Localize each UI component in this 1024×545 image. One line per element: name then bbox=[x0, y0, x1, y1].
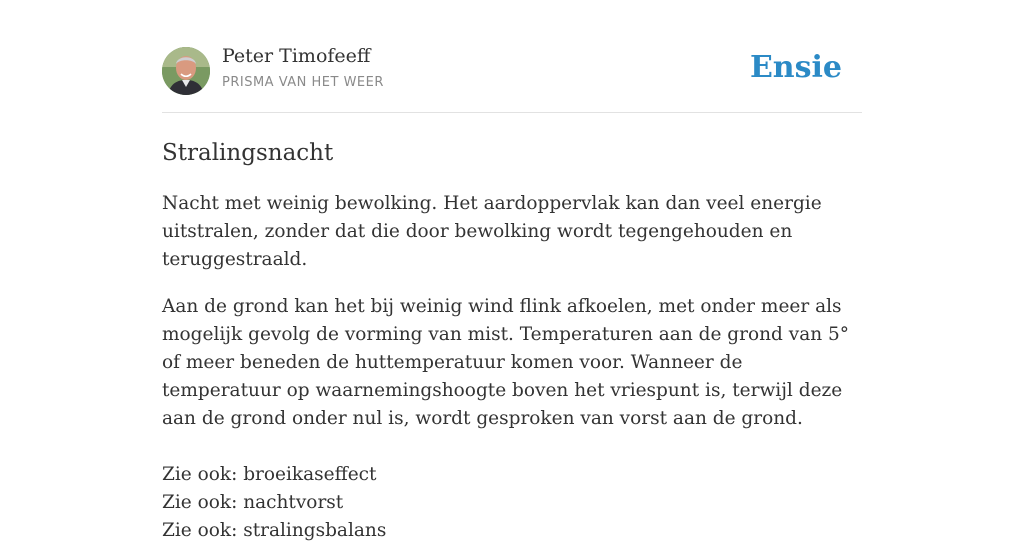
article-title: Stralingsnacht bbox=[162, 140, 334, 166]
brand-logo[interactable]: Ensie bbox=[749, 50, 842, 85]
article-paragraph: Nacht met weinig bewolking. Het aardoppervlak kan dan veel energie uitstralen, zonder dat die door bewolking wordt tegengehouden en teruggestraald. bbox=[162, 193, 822, 270]
see-also-nachtvorst[interactable]: Zie ook: nachtvorst bbox=[162, 492, 344, 513]
see-also-broeikaseffect[interactable]: Zie ook: broeikaseffect bbox=[162, 464, 377, 485]
page-content bbox=[162, 0, 862, 545]
see-also-list bbox=[162, 461, 862, 545]
author-avatar[interactable] bbox=[162, 47, 210, 95]
article-paragraph: Aan de grond kan het bij weinig wind flink afkoelen, met onder meer als mogelijk gevolg de vorming van mist. Temperaturen aan de grond van 5° of meer beneden de huttemperatuur komen voor. Wanneer de temperatuur op waarnemingshoogte boven het vriespunt is, terwijl deze aan de grond onder nul is, wordt gesproken van vorst aan de grond. bbox=[162, 296, 850, 429]
header bbox=[162, 0, 862, 113]
see-also-stralingsbalans[interactable]: Zie ook: stralingsbalans bbox=[162, 520, 387, 541]
author-subtitle[interactable]: PRISMA VAN HET WEER bbox=[222, 75, 384, 90]
person-photo-icon bbox=[162, 47, 210, 95]
author-name[interactable]: Peter Timofeeff bbox=[222, 45, 371, 67]
